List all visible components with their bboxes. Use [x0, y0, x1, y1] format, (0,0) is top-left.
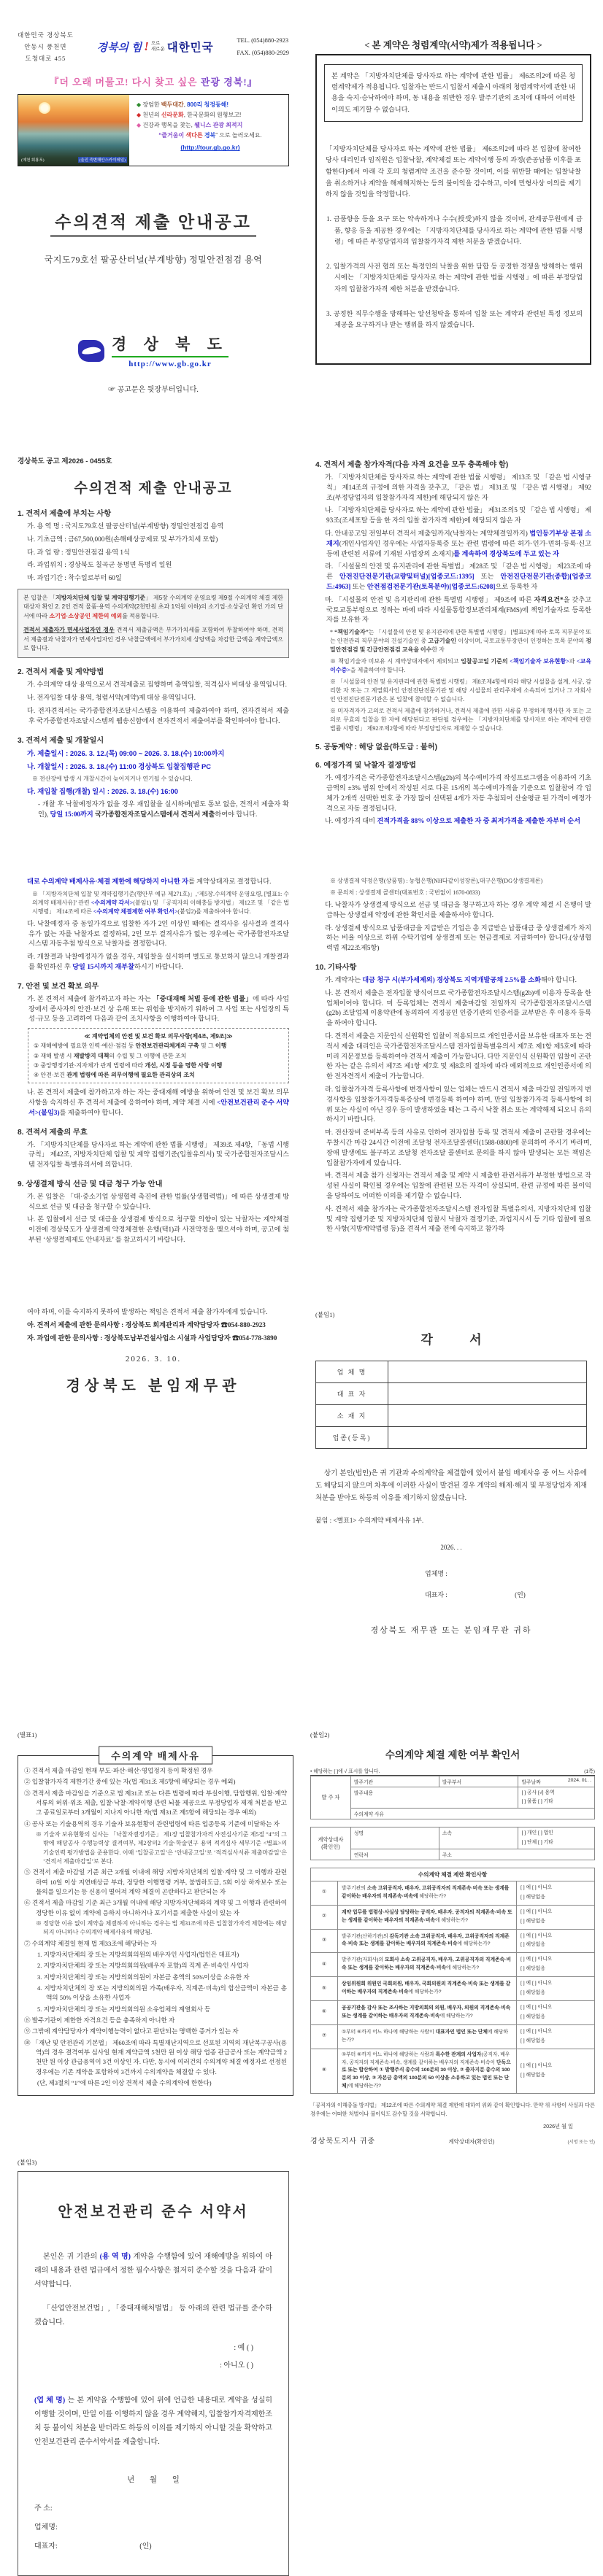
tourism-photo — [18, 95, 129, 166]
clause-6b-continued: 대로 수의계약 배제사유·체결 제한에 해당하지 아니한 자를 계약상대자로 결정합니다. — [27, 878, 272, 885]
pledge-company-field: 업체명: — [34, 2523, 58, 2531]
sign-or-seal-note: (서명 또는 인) — [567, 2140, 595, 2146]
issuing-officer: 경상북도 분임재무관 — [66, 1378, 241, 1395]
tick-instruction: • 해당하는 [ ]에 √ 표시를 합니다. — [310, 1769, 380, 1774]
exclusion-item-10-note: (단, 제3절의 “1”에 따른 2인 이상 견적서 제출 수의계약에 한한다) — [37, 2078, 212, 2086]
address-line: 도청대로 455 — [25, 55, 66, 63]
question-text: ①부터 ⑥까지 어느 하나에 해당하는 사람이 대표자인 법인 또는 단체에 해당하는가? — [338, 2024, 517, 2049]
company-name-value — [388, 1361, 587, 1383]
unqualified-penalty-note: ※ 미자격자가 고의로 견적서 제출에 참가하거나, 견적서 제출에 관한 서류를 부정하게 행사한 자 또는 고의로 무효의 입찰을 한 자에 해당된다고 판단될 경우에는 「지방자치단체를 당사자로 하는 계약에 관한 법률 시행령」 제92조제2항에 따라 부정당업자로 제재할 수 있습니다. — [330, 708, 591, 732]
clause-6a: 가. 예정가격은 국가종합전자조달시스템(g2b)의 복수예비가격 작성프로그램을 이용하여 기초금액의 ±3% 범위 안에서 작성된 서로 다른 15개의 복수예비가격을 기준으로 입찰참여 각 업체가 2개씩 선택한 번호 중 가장 많이 선택된 4개가 자동 추첨되어 산술평균 된 가격이 예정가격으로 자동 결정됩니다. — [325, 774, 591, 812]
seal-mark: (인) — [515, 1591, 526, 1599]
clause-2b: 나. 전자입찰 대상 용역, 청렴서약(계약)제 대상 용역입니다. — [27, 694, 196, 702]
section-9-heading: 9. 상생결제 방식 선금 및 대금 청구 가능 안내 — [18, 1180, 163, 1188]
section-4-heading: 4. 견적서 제출 참가자격(다음 자격 요건을 모두 충족해야 함) — [315, 461, 509, 469]
clause-9b: 나. 본 입찰에서 선금 및 대금을 상생결제 방식으로 청구할 의향이 있는 낙찰자는 계약체결 이전에 경상북도가 상생결제 약정체결한 은행(택1)과 사전약정을 맺으셔야 하며, 공고에 첨부된 ‘상생결제제도 안내자료’ 를 참고하시기 바랍니다. — [27, 1215, 289, 1244]
ordering-dept-cell: 발주부서 — [439, 1776, 518, 1787]
announcement-date: 2026. 3. 10. — [125, 1355, 182, 1364]
restriction-question-table — [310, 1881, 595, 2094]
clause-10e: 마. 전산장비 준비부족 등의 사유로 인하여 전자입찰 등록 및 견적서 제출이 곤란할 경우에는 투찰시간 마감 24시간 이전에 조달청 전자조달콜센터(1588-0800)에 문의하여 주시기 바라며, 장애 발생에도 불구하고 조달청 전자조달 콜센터로 문의를 하지 않아 발생되는 모든 책임은 입찰참가자에게 있습니다. — [325, 1129, 591, 1167]
oath-addressee: 경상북도 재무관 또는 분임재무관 귀하 — [370, 1626, 532, 1636]
answer-na: [ ] 해당없음 — [521, 2072, 545, 2078]
order-date-cell — [518, 1776, 595, 1787]
cover-header — [18, 29, 289, 64]
safety-duty-4: ④ 안전·보건 관계 법령에 따른 의무이행에 필요한 관리상의 조치 — [34, 1071, 195, 1078]
clause-6b: 나. 예정가격 대비 견적가격을 88% 이상으로 제출한 자 중 최저가격을 제출한 자부터 순서 — [325, 817, 581, 825]
oath-title: 각 서 — [420, 1333, 482, 1347]
contact-cell: 연락처 — [350, 1849, 439, 1860]
representative-label: 대표자: — [34, 2542, 58, 2550]
addressee-governor: 경상북도지사 귀중 — [310, 2138, 376, 2146]
question-text: 발주기관의 소속 고위공직자, 배우자, 고위공직자의 직계존속·비속 또는 생계를 같이하는 배우자의 직계존속·비속에 해당하는가? — [338, 1881, 517, 1905]
question-number: ① — [311, 1881, 338, 1905]
gyeongbuk-logo-icon — [78, 340, 104, 362]
integrity-intro: 본 계약은 「지방자치단체를 당사자로 하는 계약에 관한 법률」 제6조의2에 따른 청렴계약제가 적용됩니다. 입찰자는 반드시 입찰서 제출시 아래의 청렴계약서에 관한 내용을 숙지·승낙하여야 하며, 동 내용을 위반한 경우 발주기관의 조치에 대하여 어떠한 이의도 제기할 수 없습니다. — [324, 64, 583, 122]
ordering-agency-cell: 발주기관 — [350, 1776, 439, 1787]
no-option: : 아니오 ( ) — [220, 2362, 253, 2370]
photo-caption-left: (예천 회룡포) — [21, 158, 45, 163]
answer-checkboxes — [517, 2001, 595, 2025]
clause-1a: 가. 용 역 명 : 국지도79호선 팔공산터널(부계방향) 정밀안전점검 용역 — [27, 522, 224, 530]
exclusion-item-9: ⑨ 그밖에 계약담당자가 계약이행능력이 없다고 판단되는 명백한 증거가 있는 자 — [24, 2027, 239, 2035]
integrity-title: < 본 계약은 청렴계약(서약)제가 적용됩니다 > — [364, 40, 542, 50]
answer-na: [ ] 해당없음 — [521, 2038, 545, 2043]
clause-6c: 다. 낙찰예정자 중 동일가격으로 입찰한 자가 2인 이상인 때에는 결격사유 심사결과 결격사유가 없는 자를 낙찰자로 결정하되, 2인 모두 결격사유가 없는 경우에는 국가종합전자조달시스템 자동추첨 방식으로 낙찰자를 결정합니다. — [27, 919, 289, 948]
question-number: ⑤ — [311, 1977, 338, 2001]
contractor-group-1: 계약상대자 — [318, 1836, 344, 1844]
address-line: 안동시 풍천면 — [24, 43, 67, 51]
fax-line: FAX. (054)880-2929 — [237, 49, 289, 57]
notice-page-1 — [18, 455, 289, 822]
negotiation-reason-cell: 수의계약 사유 — [350, 1809, 594, 1819]
exclusion-item-7-2: 2. 지방자치단체의 장 또는 지방의회의원(배우자 포함)의 직계 존·비속인 사업자 — [37, 1962, 249, 1970]
question-text: 공공기관을 감사 또는 조사하는 지방의회의 의원, 배우자, 의원의 직계존속·비속 또는 생계를 같이하는 배우자의 직계존속·비속에 해당하는가? — [338, 2001, 517, 2025]
submission-deadline: 가. 제출일시 : 2026. 3. 12.(목) 09:00 ~ 2026. 3. 18.(수) 10:00까지 — [27, 749, 225, 757]
banner-bullet-3: ◆ 건강과 행복을 찾는, 웰니스 관광 최적지 — [137, 122, 243, 129]
section-8-heading: 8. 견적서 제출의 무효 — [18, 1128, 88, 1137]
answer-yes-no: [ ] 예 [ ] 아니오 — [521, 1884, 553, 1890]
rebid-detail: - 개찰 후 낙찰예정자가 없을 경우 재입찰을 실시하며(별도 통보 없음, 견적서 제출자 확인), 당일 15:00까지 국가종합전자조달시스템에서 견적서 제출하여야 합니다. — [38, 800, 289, 818]
question-text: 발주기관(산하기관)의 감독기관 소속 고위공직자, 배우자, 고위공직자의 직계존속·비속 또는 생계를 같이하는 배우자의 직계존속·비속에 해당하는가? — [338, 1929, 517, 1953]
question-text: 발주기관(자회사)의 모회사 소속 고위공직자, 배우자, 고위공직자의 직계존속·비속 또는 생계를 같이하는 배우자의 직계존속·비속에 해당하는가? — [338, 1953, 517, 1977]
pledge-address-field: 주 소: — [34, 2505, 53, 2513]
clause-4d: 라. 「시설물의 안전 및 유지관리에 관한 특별법」 제28조 및 「같은 법 시행령」 제23조에 따른 안전진단전문기관(교량및터널)[업종코드:1395] 또는 안전진단전문기관(종합)[업종코드:4963] 또는 안전점검전문기관(토목분야)[업종코드:6208]으로 등록한 자 — [325, 562, 591, 590]
yes-option: : 예 ( ) — [234, 2344, 253, 2352]
logo-small-text — [151, 41, 165, 53]
clause-4b: 나. 「지방자치단체를 당사자로 하는 계약에 관한 법률」 제31조의5 및 「같은 법 시행령」 제93조(조세포탈 등을 한 자의 입찰 참가자격 제한)에 해당되지 않은 자 — [325, 506, 591, 525]
clause-1e: 마. 과업기간 : 착수일로부터 60일 — [27, 574, 122, 582]
answer-checkboxes — [517, 1953, 595, 1977]
tourism-slogan: 『더 오래 머물고! 다시 찾고 싶은 관광 경북!』 — [49, 77, 258, 88]
section-7-heading: 7. 안전 및 보건 확보 의무 — [18, 982, 99, 991]
question-row — [311, 2049, 595, 2093]
order-content-cell: 발주내용 — [350, 1787, 518, 1809]
safety-duty-3: ③ 중앙행정기관·지자체가 관계 법령에 따라 개선, 시정 등을 명한 사항 이행 — [34, 1061, 223, 1069]
confirmation-statement: 「공직자의 이해충돌 방지법」 제12조에 따른 수의계약 체결 제한에 대하여 위와 같이 확인합니다. 만약 위 사항이 사실과 다른 경우에는 어떠한 처벌이나 불이익도 감수할 것을 서약합니다. — [310, 2102, 595, 2118]
affiliation-cell: 소속 — [439, 1827, 518, 1849]
safety-pledge-paragraph-1: 본인은 귀 기관의 (용 역 명) 계약을 수행함에 있어 재해예방을 위하여 아래의 내용과 관련 법규에서 정한 필수사항은 철저히 준수할 것을 다음과 같이 서약합니다. — [34, 2253, 272, 2289]
question-number: ⑧ — [311, 2049, 338, 2093]
section-3-heading: 3. 견적서 제출 및 개찰일시 — [18, 736, 104, 745]
exclusion-item-6: ⑥ 견적서 제출 마감일 기준 최근 3개월 이내에 해당 지방자치단체와의 계약 및 그 이행과 관련하여 정당한 이유 없이 계약에 응하지 아니하거나 포기서를 제출한 사실이 있는 자 — [24, 1899, 287, 1916]
pledge-representative-field — [34, 2537, 272, 2556]
answer-na: [ ] 해당없음 — [521, 1942, 545, 1948]
checkbox-goods-other: [ ] 물품 [ ] 기타 — [521, 1799, 553, 1805]
answer-yes-no: [ ] 예 [ ] 아니오 — [521, 1933, 553, 1938]
integrity-item-1: 1. 금품향응 등을 요구 또는 약속하거나 수수(授受)하지 않을 것이며, 관계공무원에게 금품, 향응 등을 제공한 경우에는 「지방자치단체를 당사자로 하는 계약에 관한 법률 시행령」에 따른 부정당업자의 입찰참가자격 제한 처분을 받겠습니다. — [326, 214, 583, 246]
notice-page-3 — [18, 877, 289, 1248]
answer-checkboxes — [517, 1929, 595, 1953]
answer-checkboxes — [517, 1977, 595, 2001]
safety-pledge-title: 안전보건관리 준수 서약서 — [58, 2204, 249, 2220]
checkbox-org-other: [ ] 단체 [ ] 기타 — [521, 1839, 553, 1845]
clause-9c: 다. 낙찰자가 상생결제 방식으로 선금 및 대금을 청구하고자 하는 경우 계약 체결 시 은행이 발급하는 상생결제 약정에 관한 확인서를 제출하셔야 합니다. — [325, 901, 591, 918]
answer-na: [ ] 해당없음 — [521, 1918, 545, 1924]
restriction-form-title: 수의계약 체결 제한 여부 확인서 — [385, 1749, 521, 1760]
province-url: http://www.gb.go.kr — [128, 360, 212, 369]
exclusion-item-4-note: ※ 기술자 보유현황의 심사는 「낙찰자결정기준」 제1장 입찰참가자격 사전심사기준 제5절 “4”의 그밖에 해당공사 수행능력상 결격여부, 제2장의2 기술·학술연구 용역 적격심사 세부기준 <별표>의 기술인력 평가방법을 준용한다. 이때 ‘입찰공고일’은 ‘안내공고일’로 ‘적격심사서류 제출마감일’은 ‘견적서 제출마감일’로 본다. — [36, 1830, 287, 1865]
clause-9a: 가. 본 입찰은 「대·중소기업 상생협력 촉진에 관한 법률(상생협력법)」에 따른 상생결제 방식으로 선금 및 대금을 청구할 수 있습니다. — [27, 1192, 289, 1210]
question-number: ⑦ — [311, 2024, 338, 2049]
answer-yes-no: [ ] 예 [ ] 아니오 — [521, 1957, 553, 1962]
integrity-box — [315, 54, 591, 365]
logo-small-1: 으로 — [150, 41, 161, 47]
question-row — [311, 1953, 595, 1977]
exclusion-item-4: ④ 공사 또는 기술용역의 경우 기술자 보유현황이 관련법령에 따른 업종등록 기준에 미달하는 자 — [24, 1819, 280, 1827]
clause-8a: 가. 「지방자치단체를 당사자로 하는 계약에 관한 법률 시행령」 제39조 제4항, 「동법 시행규칙」 제42조, 지방자치단체 입찰 및 계약 집행기준(입찰유의서) 및 국가종합전자조달시스템 전자입찰 특별유의서에 의합니다. — [27, 1140, 289, 1169]
clause-1d: 라. 과업위치 : 경상북도 칠곡군 동명면 득명리 일원 — [27, 561, 172, 569]
sunset-sun-graphic — [39, 102, 50, 114]
answer-yes-no: [ ] 예 [ ] 아니오 — [521, 1981, 553, 1987]
notice-title: 수의견적 제출 안내공고 — [74, 481, 233, 496]
notice-closing-page — [18, 1307, 289, 1395]
section-5-heading: 5. 공동계약 : 해당 없음(하도급 : 불허) — [315, 743, 437, 752]
exclusion-item-7-5: 5. 지방자치단체의 장 또는 지방의회의원 소유업체의 계열회사 등 — [37, 2005, 211, 2013]
cover-title: 수의견적 제출 안내공고 — [50, 209, 256, 237]
seal-mark: (인) — [139, 2542, 152, 2550]
banner-bullet-1: ◆ 장엄한 백두대간, 800리 청정동해! — [137, 101, 229, 109]
safety-duty-2: ② 재해 발생 시 재발방지 대책의 수립 및 그 이행에 관한 조치 — [34, 1052, 187, 1059]
location-label: 소 재 지 — [316, 1405, 388, 1427]
callcenter-note: ※ 문의처 : 상생결제 콜센터(대표번호 : 국번없이 1670-0833) — [330, 889, 480, 896]
representative-field-label: 대표자 : — [425, 1591, 448, 1599]
exclusion-item-3: ③ 견적서 제출 마감일을 기준으로 법 제31조 또는 다른 법령에 따라 부실이행, 담합행위, 입찰·계약 서류의 허위·위조 제출, 입찰·낙찰·계약이행 관련 뇌물 제공으로 부정당업자 제재 처분을 받고 그 종료일로부터 3개월이 지나지 아니한 자(법 제31조 제5항에 해당되는 경우 예외) — [24, 1789, 287, 1817]
answer-yes-no: [ ] 예 [ ] 아니오 — [521, 1908, 553, 1914]
section-2-heading: 2. 견적서 제출 및 계약방법 — [18, 668, 104, 677]
address-line: 대한민국 경상북도 — [18, 31, 74, 39]
clause-10f: 바. 견적서 제출 참가 신청자는 견적서 제출 및 계약 시 제출한 관련서류가 부정한 방법으로 작성된 사실이 확인될 경우에는 입찰에 관련된 모든 자격이 상실되며, 관련 규정에 따른 불이익을 당하여도 어떠한 이의를 제기할 수 없습니다. — [325, 1172, 591, 1199]
cover-subtitle: 국지도79호선 팔공산터널(부계방향) 정밀안전점검 용역 — [44, 255, 263, 266]
annex-1-label: (별표1) — [18, 1731, 37, 1738]
tax-exempt-paragraph: 견적서 제출자가 면세사업자인 경우 견적서 제출금액은 부가가치세를 포함하여 투찰하여야 하며, 견적서 제출결과 낙찰자가 면세사업자인 경우 낙찰금액에서 부가가치세 상당액을 차감한 금액을 계약금액으로 합니다. — [23, 627, 284, 651]
exclusion-item-6-note: ※ 정당한 이유 없이 계약을 체결하지 아니하는 경우는 법 제31조에 따른 입찰참가자격 제한에는 해당되지 아니하나 수의계약 배제사유에 해당됨. — [36, 1920, 287, 1936]
answer-checkboxes — [517, 1881, 595, 1905]
answer-yes-no: [ ] 예 [ ] 아니오 — [521, 2005, 553, 2010]
safety-duty-box — [28, 1028, 289, 1083]
opening-datetime: 나. 개찰일시 : 2026. 3. 18.(수) 11:00 경상북도 입찰집행관 PC — [27, 762, 212, 770]
clause-9d: 라. 상생결제 방식으로 납품대금을 지급받은 기업은 총 지급받은 납품대금 중 상생결제가 차지하는 비율 이상으로 하위 수탁기업에 상생결제 또는 현금결제로 지급하여야 합니다.(상생협력법 제22조제5항) — [325, 924, 591, 952]
exclusion-item-8: ⑧ 발주기관이 제한한 자격요건 등을 충족하지 아니한 자 — [24, 2016, 175, 2024]
logo-calligraphy: 경북의 힘 — [96, 42, 142, 54]
answer-na: [ ] 해당없음 — [521, 2014, 545, 2019]
oath-body: 상기 본인(법인)은 귀 기관과 수의계약을 체결함에 있어서 붙임 배제사유 중 어느 사유에도 해당되지 않으며 차후에 이러한 사실이 발견된 경우 계약의 해제·해지 및 부정당업자 제재 처분을 받아도 하등의 이유를 제기하지 않겠습니다. — [315, 1470, 587, 1503]
clause-4e: 마. 「시설물의 안전 및 유지관리에 관한 특별법 시행령」 제9조에 따른 자격요건*을 갖추고 국토교통부령으로 정하는 바에 따라 시설물통합정보관리체계(FMS)에 책임기술자로 등록한 자를 보유한 자 — [325, 595, 591, 624]
safety-pledge-paragraph-2: (업 체 명) 는 본 계약을 수행함에 있어 위에 언급한 내용대로 계약을 성실히 이행할 것이며, 만일 이를 이행하지 않을 경우 계약해지, 입찰참가자격제한조치 등 불이익 처분을 받더라도 하등의 이의를 제기하지 아니할 것을 확약하고 안전보건관리 준수서약서를 제출합니다. — [34, 2397, 272, 2446]
question-number: ④ — [311, 1953, 338, 1977]
question-row — [311, 1929, 595, 1953]
order-type-checkboxes — [518, 1787, 595, 1809]
contractor-signature-label: 계약상대자(확인인) — [448, 2138, 495, 2146]
notice-page-2 — [315, 451, 591, 829]
clause-10g: 사. 견적서 제출 참가자는 국가종합전자조달시스템 전자입찰 특별유의서, 지방자치단체 입찰 및 계약 집행기준 및 지방자치단체 입찰시 낙찰자 결정기준, 과업지시서 등 기타 입찰에 필요한 사항(지방계약법령 등)을 견적서 제출 전에 숙지하고 참가하 — [325, 1204, 591, 1233]
checkbox-construction-service: [ ] 공사 [√] 용역 — [521, 1790, 555, 1795]
bank-list-note: ※ 상생결제 약정은행(상품명) : 농협은행(NH다같이성장론),대구은행(DG상생결제론) — [330, 878, 543, 884]
orderer-table — [310, 1776, 595, 1819]
company-name-label: 업 체 명 — [316, 1361, 388, 1383]
clause-4a: 가. 「지방자치단체를 당사자로 하는 계약에 관한 법률 시행령」 제13조 및 「같은 법 시행규칙」 제14조의 규정에 의한 자격을 갖추고, 「같은 법」 제31조 및 「같은 법 시행령」 제92조(부정당업자의 입찰참가자격 제한)에 해당되지 않은 자 — [325, 473, 591, 501]
exclusion-item-5: ⑤ 견적서 제출 마감일 기준 최근 3개월 이내에 해당 지방자치단체의 입찰·계약 및 그 이행과 관련하여 10일 이상 지연배상금 부과, 정당한 이행명령 거부, 불법하도급, 5회 이상 하자보수 또는 물의를 일으키는 등 신용이 떨어져 계약 체결이 곤란하다고 판단되는 자 — [24, 1868, 287, 1896]
exclusion-page — [18, 1730, 293, 2096]
question-row — [311, 1905, 595, 1929]
clause-1c: 다. 과 업 량 : 정밀안전점검 용역 1식 — [27, 548, 130, 556]
form-instructions — [310, 1767, 595, 1776]
oath-page — [315, 1310, 587, 1636]
orderer-group-label: 발 주 자 — [311, 1776, 351, 1819]
province-slogan-logo — [97, 39, 214, 55]
clause-1b: 나. 기초금액 : 금67,500,000원(손해배상공제료 및 부가가치세 포함) — [27, 535, 218, 543]
engineer-missing-note: ※ 책임기술자 미보유 시 계약상대자에서 제외되고 입찰공고일 기준의 <책임기술자 보유현황>과 <교육 이수증>을 제출하여야 합니다. — [330, 658, 592, 674]
oath-company-field: 업체명 : — [425, 1570, 448, 1578]
clause-10a: 가. 계약자는 대금 청구 시(부가세제외) 경상북도 지역개발공채 2.5%를 소화해야 합니다. — [325, 975, 577, 983]
question-number: ⑥ — [311, 2001, 338, 2025]
clause-2a: 가. 수의계약 대상 용역으로서 견적제출로 집행하며 총액입찰, 적격심사 비대상 용역입니다. — [27, 681, 287, 689]
clause-10c: 다. 견적서 제출은 지문인식 신원확인 입찰이 적용되므로 개인인증서를 보유한 대표자 또는 견적서 제출 대리인은 국가종합전자조달시스템 전자입찰특별유의서 제7조 제1항 제5호에 따라 미리 지문정보를 등록하여야 견적서 제출이 가능합니다. 다만 지문인식 신원확인 입찰이 곤란한 자는 같은 유의서 제7조 제1항 제7호 및 제8호의 절차에 따라 예외적으로 개인인증서에 의한 전자견적서 제출이 가능합니다. — [325, 1032, 591, 1080]
contractor-group-2: (확인인) — [321, 1844, 340, 1851]
business-type-label: 업종(등록) — [316, 1427, 388, 1449]
business-type-value — [388, 1427, 587, 1449]
logo-small-2: 새로운 — [150, 47, 165, 53]
system-failure-note: ※ 전산장애 발생 시 개찰시간이 늦어지거나 연기될 수 있습니다. — [32, 775, 193, 782]
logo-country: 대한민국 — [166, 42, 214, 55]
answer-yes-no: [ ] 예 [ ] 아니오 — [521, 2062, 553, 2068]
order-date-value: 2024. 01. . — [567, 1778, 591, 1783]
answer-checkboxes — [517, 2049, 595, 2093]
photo-caption-right: (울진 죽변해안스카이레일) — [79, 158, 126, 163]
safety-law-line: 「산업안전보건법」, 「중대재해처벌법」 등 아래의 관련 법규를 준수하겠습니다. — [34, 2305, 272, 2326]
safety-pledge-page — [18, 2158, 289, 2576]
exclusion-item-7-4: 4. 지방자치단체의 장 또는 지방의회의원 가족(배우자, 직계존·비속)의 합산금액이 자본금 총액의 50% 이상을 소유한 사업자 — [37, 1984, 287, 2002]
safety-pledge-box — [18, 2171, 289, 2576]
clause-7a: 가. 본 견적서 제출에 참가하고자 하는 자는 「중대재해 처벌 등에 관한 법률」에 따라 사업장에서 종사자의 안전·보건 상 유해 또는 위험을 방지하기 위하여 그 사업 또는 사업장의 특성·규모 등을 고려하여 다음과 같이 조치사항을 이행하여야 합니다. — [27, 994, 289, 1023]
question-row — [311, 1977, 595, 2001]
safety-duty-1: ① 재해예방에 필요한 인력·예산·점검 등 안전보건관리체계의 구축 및 그 이행 — [34, 1043, 227, 1050]
page-number: (1쪽) — [584, 1769, 595, 1774]
clause-10b: 나. 본 견적서 제출은 전자입찰 방식이므로 국가종합전자조달시스템(g2b)에 이용자 등록을 한 업체이어야 합니다. 미 등록업체는 견적서 제출마감일 전일까지 국가종합전자조달시스템(g2b) 조달업체 이용약관에 동의하여 지정공인 인증기관의 인증서를 교부받은 후 이용자 등록을 하여야 합니다. — [325, 989, 591, 1027]
conflict-exclusion-note: ※ 「시설물의 안전 및 유지관리에 관한 특별법 시행령」 제8조제4항에 따라 해당 시설물을 설계, 시공, 감리한 자 또는 그 계열회사인 안전진단전문기관 및 해당 시설물의 관리주체에 소속되어 있거나 그 자회사인 안전진단전문기관은 본 입찰에 참여할 수 없습니다. — [330, 678, 591, 703]
oath-representative-field — [315, 1590, 587, 1599]
integrity-item-2: 2. 입찰가격의 사전 협의 또는 특정인의 낙찰을 위한 담합 등 공정한 경쟁을 방해하는 행위시에는 「지방자치단체를 당사자로 하는 계약에 관한 법률 시행령」에 따른 부정당업자의 입찰참가자격 제한 처분을 받겠습니다. — [326, 262, 583, 293]
tel-line: TEL. (054)880-2923 — [237, 36, 289, 45]
oath-company-table — [315, 1361, 587, 1449]
question-row — [311, 1881, 595, 1905]
exclusion-item-7-3: 3. 지방자치단체의 장 또는 지방의회의원이 자본금 총액의 50%이상을 소유한 자 — [37, 1973, 250, 1981]
sender-address — [18, 29, 74, 64]
province-name: 경 상 북 도 — [112, 333, 228, 357]
question-row — [311, 2024, 595, 2049]
name-cell: 성명 — [350, 1827, 439, 1849]
notice-page-4 — [315, 877, 591, 1237]
signature-row — [310, 2135, 595, 2146]
question-row — [311, 2001, 595, 2025]
clause-10g-continued: 여야 하며, 이를 숙지하지 못하여 발생하는 책임은 견적서 제출 참가자에게 있습니다. — [27, 1308, 268, 1315]
gonggo-number: 경상북도 공고 제2026 - 0455호 — [18, 457, 112, 465]
contractor-table — [310, 1827, 595, 1860]
answer-checkboxes — [517, 2024, 595, 2049]
clause-2c: 다. 전자견적서는 국가종합전자조달시스템을 이용하여 제출하여야 하며, 전자견적서 제출 후 국가종합전자조달시스템의 웹송신함에서 전자견적서 제출여부를 확인하여야 합니다. — [27, 706, 289, 724]
answer-na: [ ] 해당없음 — [521, 1990, 545, 1996]
banner-invite: “즐거움이 색다른 경북” 으로 놀러오세요. — [158, 132, 262, 139]
province-identity — [18, 333, 289, 368]
question-number: ② — [311, 1905, 338, 1929]
section-10-heading: 10. 기타사항 — [315, 963, 357, 972]
clause-10d: 라. 입찰참가자격 등록사항에 변경사항이 있는 업체는 반드시 견적서 제출 마감일 전일까지 변경사항을 입찰참가자격등록증상에 변경등록 하여야 하며, 만일 입찰참가자격 등록사항에 허위 또는 사실이 아닌 경우 등이 발생하였을 때는 그 즉시 낙찰 취소 또는 계약해제 되오니 유의하시기 바랍니다. — [325, 1085, 591, 1123]
representative-value — [388, 1383, 587, 1405]
entity-type-checkboxes — [518, 1827, 595, 1849]
exclusion-item-1: ① 견적서 제출 마감일 현재 부도·파산·해산·영업정지 등이 확정된 경우 — [24, 1767, 213, 1774]
integrity-pledge-page — [315, 38, 591, 365]
answer-checkboxes — [517, 1905, 595, 1929]
rebid-datetime: 다. 재입찰 집행(개찰) 일시 : 2026. 3. 18.(수) 16:00 — [27, 786, 178, 795]
exclusion-item-7-1: 1. 지방자치단체의 장 또는 지방의회의원의 배우자인 사업자(법인은 대표자) — [37, 1951, 239, 1959]
address-cell: 주소 — [439, 1849, 594, 1860]
clause-7b: 나. 본 견적서 제출에 참가하고자 하는 자는 중대재해 예방을 위하여 안전 및 보건 확보 의무사항을 숙지하신 후 견적서 제출에 응하여야 하며, 계약 체결 시에 <안전보건관리 준수 서약서>(붙임3)를 제출하여야 합니다. — [27, 1088, 289, 1116]
exclusion-box-title: 수의계약 배제사유 — [99, 1747, 212, 1765]
representative-label: 대 표 자 — [316, 1383, 388, 1405]
attachment-3-label: (붙임3) — [18, 2159, 37, 2166]
confirmation-date: 2026년 월 일 — [543, 2123, 573, 2130]
answer-na: [ ] 해당없음 — [521, 1894, 545, 1900]
cover-note: ☞ 공고문은 뒷장부터입니다. — [108, 386, 199, 395]
exclusion-box — [18, 1755, 293, 2096]
pledge-date-blanks: 년 월 일 — [127, 2476, 180, 2484]
restriction-form-page — [310, 1730, 595, 2146]
clause-6d: 라. 개찰결과 낙찰예정자가 없을 경우, 재입찰을 실시하며 별도로 통보하지 않으니 개찰결과를 확인하신 후 당일 15시까지 재부찰하시기 바랍니다. — [27, 953, 289, 970]
integrity-item-3: 3. 공정한 직무수행을 방해하는 알선청탁을 통하여 입찰 또는 계약과 관련된 특정 정보의 제공을 요구하거나 받는 행위를 하지 않겠습니다. — [326, 309, 583, 329]
tourism-banner — [18, 94, 289, 166]
question-text: ①부터 ⑥까지 어느 하나에 해당하는 사람과 특수한 관계의 사업자(공직자, 배우자, 공직자의 직계존속·비속, 생계를 같이하는 배우자의 직계존속·비속이 단독으로 또는 합산하여 ① 발행주식 총수의 100분의 30 이상, ② 출자지분 총수의 100분의 30 이상, ③ 자본금 총액의 100분의 50 이상을 소유하고 있는 법인 또는 단체)에 해당하는가? — [338, 2049, 517, 2093]
banner-bullets — [129, 95, 288, 166]
answer-na: [ ] 해당없음 — [521, 1966, 545, 1972]
exclusion-item-7: ⑦ 수의계약 체결일 현재 법 제33조에 해당하는 자 — [24, 1939, 157, 1947]
checkbox-individual-corp: [ ] 개인 [ ] 법인 — [521, 1830, 553, 1836]
tour-url: (http://tour.gb.go.kr) — [180, 144, 240, 152]
section-6-heading: 6. 예정가격 및 낙찰자 결정방법 — [315, 762, 416, 770]
exclusion-item-2: ② 입찰참가자격 제한기간 중에 있는 자(법 제31조 제5항에 해당되는 경우 예외) — [24, 1778, 236, 1786]
exclusion-reference-note: ※ 「지방자치단체 입찰 및 계약집행기준(행안부 예규 제271호)」,‘제5장.수의계약 운영요령, [별표1: 수의계약 배제사유]’ 관련 <수의계약 각서>(붙임1) 및 「공직자의 이해충돌 방지법」 제12조 및 「같은 법 시행령」 제14조에 따른 <수의계약 체결제한 여부 확인서>(붙임2)를 제출하여야 합니다. — [32, 890, 289, 915]
question-text: 계약 업무를 법령상·사실상 담당하는 공직자, 배우자, 공직자의 직계존속·비속 또는 생계를 같이하는 배우자의 직계존속·비속에 해당하는가? — [338, 1905, 517, 1929]
exception-paragraph: 본 입찰은 「지방자치단체 입찰 및 계약집행기준」 제5장 수의계약 운영요령 제9절 수의계약 체결 제한 대상자 확인 2. 2인 견적 물품·용역 수의계약(2천만원 초과 1억원 이하)의 소기업·소상공인 확인 가의 단서에 따라 소기업·소상공인 제한의 예외를 적용합니다. — [23, 594, 284, 619]
small-business-exception-box — [18, 589, 289, 658]
order-date-label: 발주날짜 — [521, 1780, 541, 1785]
check-section-title: 수의계약 체결 제한 확인사항 — [310, 1868, 595, 1881]
contractor-group-label — [311, 1827, 351, 1860]
logo-accent: ! — [144, 39, 149, 54]
clause-4c: 다. 안내공고일 전일부터 견적서 제출일까지(낙찰자는 계약체결일까지) 법인등기부상 본점 소재지(개인사업자인 경우에는 사업자등록증 또는 관련 법령에 따른 허가·인가·면허·등록·신고 등에 관련된 서류에 기재된 사업장의 소재지)를 계속하여 경상북도에 두고 있는 자 — [325, 529, 591, 557]
engineer-definition-note: * “책임기술자”는 「시설물의 안전 및 유지관리에 관한 특별법 시행령」 [별표5]에 따라 토목 직무분야 또는 안전관리 직무분야의 건설기술인 중 고급기술인 이상이며, 국토교통부장관이 인정하는 토목 분야의 정밀안전점검 및 긴급안전점검 교육을 이수한 자 — [330, 629, 591, 654]
contact-block — [237, 34, 289, 59]
question-number: ③ — [311, 1929, 338, 1953]
safety-duty-title: ≪ 계약업체의 안전 및 보건 확보 의무사항(제4조, 제9조)≫ — [84, 1033, 233, 1040]
attachment-2-label: (붙임2) — [310, 1731, 330, 1738]
integrity-pledge-text: 「지방자치단체를 당사자로 하는 계약에 관한 법률」 제6조의2에 따라 본 입찰에 참여한 당사 대리인과 임직원은 입찰낙찰, 계약체결 또는 계약이행 등의 과정(준공납품 이후를 포함한다)에서 아래 각 호의 청렴계약 조건을 준수할 것이며, 이를 위반할 때에는 입찰낙찰을 취소하거나 계약을 해제해지하는 등의 불이익을 감수하고, 이에 민형사상 이의를 제기하지 않을 것임을 약정합니다. — [326, 144, 581, 198]
oath-attachment-line: 붙임 : <별표1> 수의계약 배제사유 1부. — [315, 1517, 424, 1525]
attachment-1-label: (붙임1) — [315, 1311, 335, 1318]
exclusion-item-10: ⑩ 「재난 및 안전관리 기본법」 제60조에 따라 특별재난지역으로 선포된 지역의 재난복구공사(용역)의 경우 결격여부 심사일 현재 계약금액 5천만 원 이상 해당 업종 관급공사 또는 계약금액 2천만 원 이상 관급용역이 3건 이상인 자. 다만, 동시에 여러건의 수의계약 체결 예정자로 선정된 경우에는 기존 계약을 포함하여 3건까지 수의계약을 체결할 수 있다. — [24, 2038, 287, 2076]
answer-yes-no: [ ] 예 [ ] 아니오 — [521, 2028, 553, 2034]
cover-page — [18, 29, 289, 394]
task-contact: 자. 과업에 관한 문의사항 : 경상북도남부건설사업소 시설과 사업담당자 ☎054-778-3890 — [27, 1334, 277, 1342]
banner-bullet-2: ◆ 천년의 신라문화, 한국문화의 원형보고! — [137, 112, 242, 119]
location-value — [388, 1405, 587, 1427]
oath-date: 2026. . . — [440, 1544, 462, 1552]
contract-contact: 아. 견적서 제출에 관한 문의사항 : 경상북도 회계관리과 계약담당자 ☎054-880-2923 — [27, 1320, 266, 1328]
section-1-heading: 1. 견적서 제출에 부치는 사항 — [18, 510, 112, 518]
question-text: 상임위원회 위원인 국회의원, 배우자, 국회의원의 직계존속·비속 또는 생계를 같이하는 배우자의 직계존속·비속에 해당하는가? — [338, 1977, 517, 2001]
